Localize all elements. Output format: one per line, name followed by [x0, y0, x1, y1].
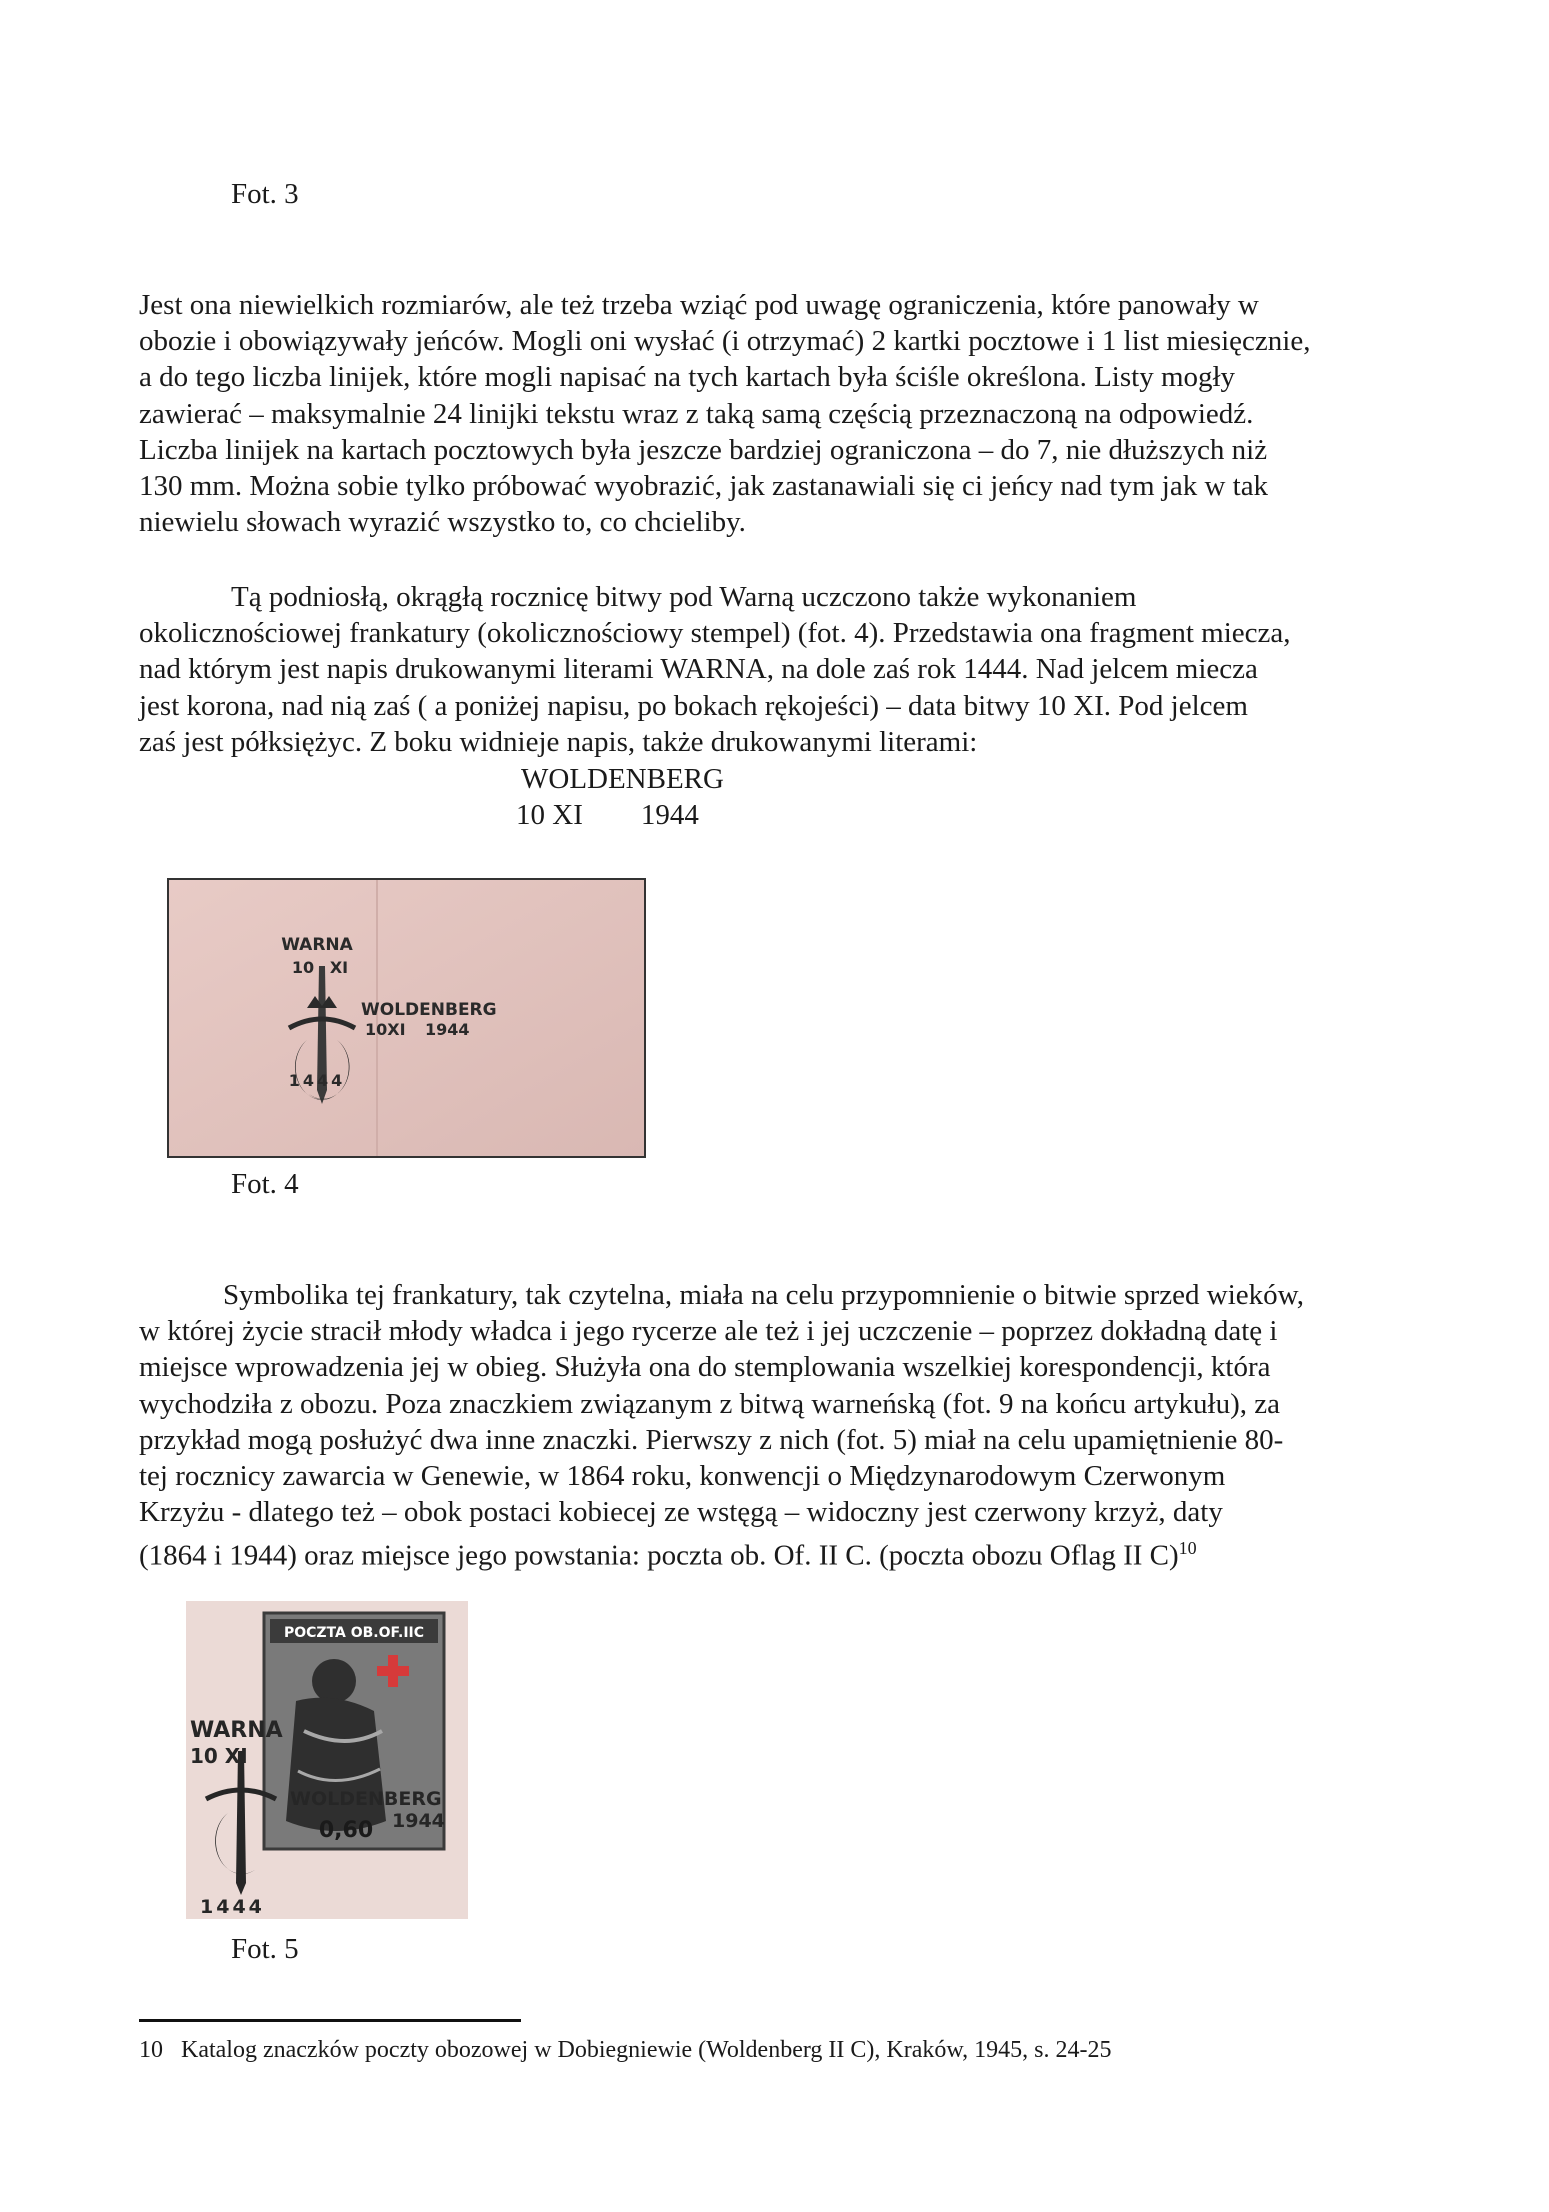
footnote-ref[interactable]: 10	[1178, 1538, 1197, 1559]
text-line: Jest ona niewielkich rozmiarów, ale też trzeba wziąć pod uwagę ograniczenia, które panowały w	[139, 289, 1259, 321]
footnote-separator	[139, 2019, 521, 2022]
text-line: zawierać – maksymalnie 24 linijki tekstu wraz z taką samą częścią przeznaczoną na odpowiedź.	[139, 397, 1254, 430]
text-line: niewielu słowach wyrazić wszystko to, co chcieliby.	[139, 506, 746, 539]
cancel-text-year: 1944	[392, 1810, 445, 1832]
text-line: jest korona, nad nią zaś ( a poniżej napisu, po bokach rękojeści) – data bitwy 10 XI. Pod jelcem	[139, 689, 1248, 722]
footnote-number: 10	[139, 2037, 163, 2063]
cancel-text-woldenberg: WOLDENBERG	[290, 1788, 442, 1810]
paragraph-2	[139, 579, 1291, 760]
centered-line-woldenberg: WOLDENBERG	[521, 763, 724, 795]
footnote-text: Katalog znaczków poczty obozowej w Dobiegniewie (Woldenberg II C), Kraków, 1945, s. 24-25	[181, 2037, 1112, 2063]
text-line: wychodziła z obozu. Poza znaczkiem związanym z bitwą warneńską (fot. 9 na końcu artykułu), za	[139, 1387, 1281, 1420]
stamp-text-1444: 1444	[288, 1071, 346, 1090]
text-line: przykład mogą posłużyć dwa inne znaczki. Pierwszy z nich (fot. 5) miał na celu upamiętnienie 80-	[139, 1423, 1284, 1456]
text-line: Liczba linijek na kartach pocztowych była jeszcze bardziej ograniczona – do 7, nie dłuższych niż	[139, 433, 1268, 466]
fig5-caption: Fot. 5	[231, 1933, 299, 1965]
text-line	[139, 1530, 1304, 1574]
stamp-text-side-date: 10XI	[365, 1020, 406, 1039]
text-line: zaś jest półksiężyc. Z boku widnieje napis, także drukowanymi literami:	[139, 725, 978, 758]
paragraph-1	[139, 287, 1310, 540]
stamp-text-woldenberg: WOLDENBERG	[361, 1000, 497, 1020]
text-line: Symbolika tej frankatury, tak czytelna, miała na celu przypomnienie o bitwie sprzed wieków,	[223, 1279, 1304, 1311]
text-line-content: (1864 i 1944) oraz miejsce jego powstania: poczta ob. Of. II C. (poczta obozu Oflag II C)	[139, 1540, 1179, 1573]
woman-figure	[312, 1659, 356, 1703]
fig3-caption: Fot. 3	[231, 178, 299, 210]
cancel-text-date: 10 XI	[190, 1744, 248, 1768]
stamp-text-warna: WARNA	[281, 935, 353, 955]
stamp-text-day: 10	[291, 958, 315, 977]
text-line: okolicznościowej frankatury (okolicznościowy stempel) (fot. 4). Przedstawia ona fragment miecza,	[139, 617, 1291, 650]
postmark-drawing	[169, 880, 644, 1156]
text-line: w której życie stracił młody władca i jego rycerze ale też i jej uczczenie – poprzez dokładną datę i	[139, 1315, 1278, 1348]
paragraph-3	[139, 1277, 1304, 1574]
stamp-text-side-year: 1944	[425, 1020, 470, 1039]
text-line: Tą podniosłą, okrągłą rocznicę bitwy pod Warną uczczono także wykonaniem	[231, 581, 1137, 613]
stamp-value: 0,60	[318, 1818, 374, 1843]
stamp-drawing	[186, 1601, 468, 1919]
stamp-header: POCZTA OB.OF.IIC	[283, 1625, 425, 1641]
fig4-caption: Fot. 4	[231, 1168, 299, 1200]
text-line: nad którym jest napis drukowanymi literami WARNA, na dole zaś rok 1444. Nad jelcem miecza	[139, 653, 1258, 686]
text-line: tej rocznicy zawarcia w Genewie, w 1864 roku, konwencji o Międzynarodowym Czerwonym	[139, 1460, 1226, 1493]
cancel-text-1444: 1444	[200, 1896, 265, 1918]
fig4-postmark-image	[167, 878, 646, 1158]
stamp-text-month: XI	[329, 958, 349, 977]
text-line: Krzyżu - dlatego też – obok postaci kobiecej ze wstęgą – widoczny jest czerwony krzyż, daty	[139, 1496, 1223, 1529]
fig5-stamp-image	[186, 1601, 468, 1919]
text-line: obozie i obowiązywały jeńców. Mogli oni wysłać (i otrzymać) 2 kartki pocztowe i 1 list miesięcznie,	[139, 325, 1311, 358]
cancel-text-warna: WARNA	[190, 1718, 283, 1743]
text-line: miejsce wprowadzenia jej w obieg. Służyła ona do stemplowania wszelkiej korespondencji, która	[139, 1351, 1271, 1384]
footnote	[139, 2037, 1111, 2064]
text-line: 130 mm. Można sobie tylko próbować wyobrazić, jak zastanawiali się ci jeńcy nad tym jak w tak	[139, 470, 1269, 503]
text-line: a do tego liczba linijek, które mogli napisać na tych kartach była ściśle określona. Listy mogły	[139, 361, 1236, 394]
centered-line-date: 10 XI 1944	[516, 799, 699, 831]
